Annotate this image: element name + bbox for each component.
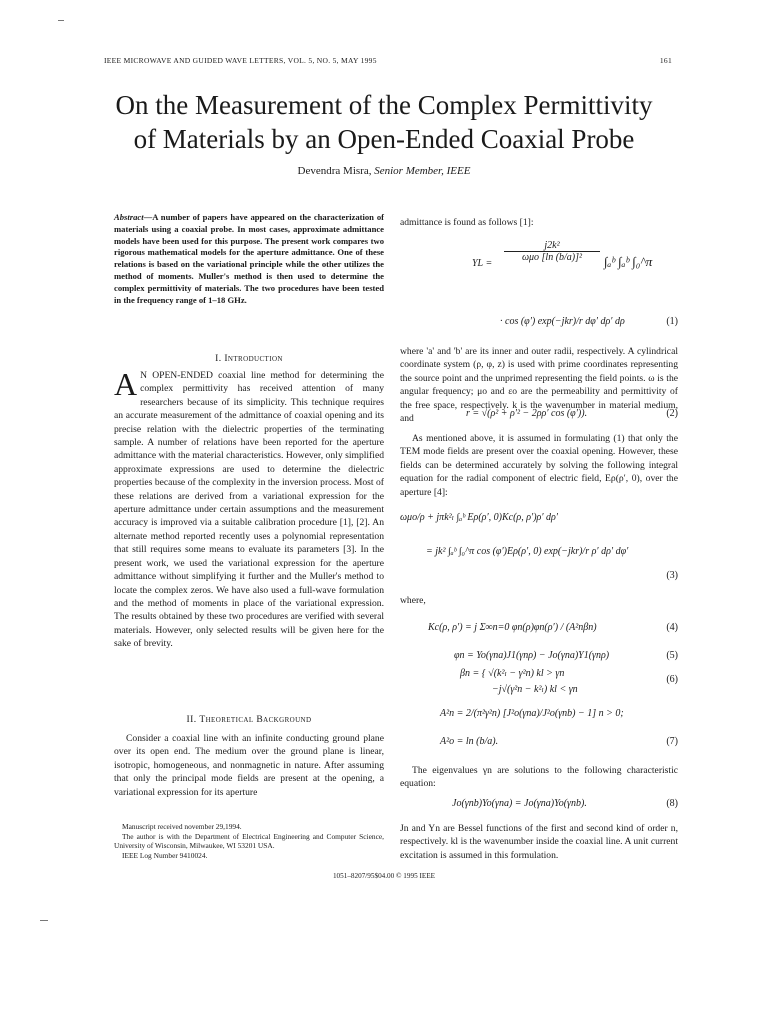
eq1-lhs: YL = bbox=[472, 258, 493, 269]
theory-paragraph: Consider a coaxial line with an infinite conducting ground plane over its open end. The medium over the ground plane is linear, isotropic, homogeneous, and nonmagnetic in nature. After assuming that only the principal mode fields are present at the opening, a variational expression for its aperture bbox=[114, 733, 384, 798]
eq1-line2: · cos (φ′) exp(−jkr)/r dφ′ dρ′ dρ bbox=[500, 316, 625, 327]
section-heading-introduction bbox=[114, 352, 384, 365]
footnote-received: Manuscript received november 29,1994. bbox=[122, 822, 242, 831]
journal-header: IEEE MICROWAVE AND GUIDED WAVE LETTERS, VOL. 5, NO. 5, MAY 1995 bbox=[104, 56, 377, 65]
right-intro-line: admittance is found as follows [1]: bbox=[400, 217, 534, 228]
introduction-paragraph bbox=[114, 366, 384, 651]
eq3-number: (3) bbox=[666, 570, 678, 581]
eq1-denominator: ωμo [ln (b/a)]² bbox=[521, 252, 583, 263]
section-heading-theory bbox=[114, 713, 384, 726]
section-number: I. bbox=[215, 353, 222, 364]
eq4-body: Kc(ρ, ρ′) = j Σ∞n=0 φn(ρ)φn(ρ′) / (A²nβn) bbox=[428, 622, 597, 633]
copyright-footer: 1051–8207/95$04.00 © 1995 IEEE bbox=[332, 872, 436, 880]
eq4-number: (4) bbox=[666, 622, 678, 633]
eq3-line1: ωμo/ρ + jπk²ₗ ∫ₐᵇ Eρ(ρ′, 0)Kc(ρ, ρ′)ρ′ dρ′ bbox=[400, 512, 558, 523]
eq6-number: (6) bbox=[666, 674, 678, 685]
equation-1 bbox=[400, 240, 678, 302]
running-header bbox=[104, 56, 672, 65]
author-line bbox=[0, 165, 768, 177]
section-title: Theoretical Background bbox=[199, 714, 312, 725]
eq1-numerator: j2k² bbox=[504, 240, 600, 252]
scan-mark bbox=[58, 20, 64, 21]
author-role: Senior Member, IEEE bbox=[374, 165, 471, 177]
drop-cap: A bbox=[114, 366, 138, 402]
eq1-integrals: ∫ₐᵇ ∫ₐᵇ ∫₀^π bbox=[604, 254, 653, 269]
intro-first-words: N OPEN-ENDED coaxial line method for determining bbox=[140, 370, 368, 381]
right-paragraph-1: where 'a' and 'b' are its inner and outer radii, respectively. A cylindrical coordinate system (ρ, φ, z) is used with prime coordinates representing the source point and the unprimed representing the field points. ω is the angular frequency; μo and εo are the permeability and permittivity of the free space, respectively. k is the wavenumber in material medium, and bbox=[400, 346, 678, 425]
footnote bbox=[114, 822, 384, 860]
section-number: II. bbox=[186, 714, 197, 725]
eq2-body: r = √(ρ² + ρ′² − 2ρρ′ cos (φ′)). bbox=[466, 408, 588, 419]
abstract-label: Abstract bbox=[114, 212, 144, 222]
abstract-text: —A number of papers have appeared on the characterization of materials using a coaxial probe. In most cases, approximate admittance models have been used for this purpose. The present work compares two rigorous mathematical models for the aperture admittance. One of these relations is based on the variational principle while the other utilizes the method of moments. Muller's method is then used to determine the complex permittivity of materials. The two procedures have been tested in the frequency range of 1–18 GHz. bbox=[114, 212, 384, 305]
right-paragraph-4: The eigenvalues γn are solutions to the following characteristic equation: bbox=[400, 765, 678, 790]
author-name: Devendra Misra, bbox=[297, 165, 372, 177]
right-paragraph-2: As mentioned above, it is assumed in formulating (1) that only the TEM mode fields are present over the coaxial opening. However, these fields can be determined accurately by solving the following integral equation for the radial component of electric field, Eρ(ρ′, 0), over the aperture [4]: bbox=[400, 433, 678, 498]
abstract bbox=[114, 212, 384, 306]
section-title: Introduction bbox=[224, 353, 283, 364]
right-paragraph-5: Jn and Yn are Bessel functions of the first and second kind of order n, respectively. kl is the wavenumber inside the coaxial line. A unit current excitation is assumed in this formulation. bbox=[400, 823, 678, 861]
footnote-affiliation: The author is with the Department of Electrical Engineering and Computer Science, University of Wisconsin, Milwaukee, WI 53201 USA. bbox=[114, 831, 384, 851]
eq3-line2: = jk² ∫ₐᵇ ∫₀^π cos (φ′)Eρ(ρ′, 0) exp(−jkr)/r ρ′ dρ′ dφ′ bbox=[426, 546, 629, 557]
eq8-number: (8) bbox=[666, 798, 678, 809]
intro-text: the complex permittivity has received attention of many researchers because of its simplicity. This technique requires an accurate measurement of the admittance of coaxial opening and its precise relation with the dielectric properties of the terminating sample. A number of relations have been reported for the aperture admittance with the material characteristics. However, only simplified approximate expressions are used to determine the dielectric properties because of the complexity in the inversion process. Most of these relations are derived from a variational expression for the aperture admittance under certain assumptions and the measurement accuracy is improved via a suitable calibration procedure [1], [2]. An alternate method reported recently uses a polynomial representation that still requires some means to evaluate its parameters [3]. In the present work, we used the variational expression for the aperture admittance without simplifying it further and the Muller's method to locate the complex zeros. We have also used a full-wave formulation and the method of moments in place of the variational expression. The results obtained by these two procedures are verified with several materials. However, only selected results will be given here for the sake of brevity. bbox=[114, 370, 384, 650]
eq7-line-a: A²n = 2/(π²γ²n) [J²o(γna)/J²o(γnb) − 1] n > 0; bbox=[440, 708, 624, 719]
title-line-2: of Materials by an Open-Ended Coaxial Probe bbox=[133, 124, 635, 154]
page-number: 161 bbox=[659, 56, 672, 65]
eq7-number: (7) bbox=[666, 736, 678, 747]
footnote-log: IEEE Log Number 9410024. bbox=[122, 850, 208, 860]
eq1-number: (1) bbox=[666, 316, 678, 327]
eq8-body: Jo(γnb)Yo(γna) = Jo(γna)Yo(γnb). bbox=[452, 798, 587, 809]
title-line-1: On the Measurement of the Complex Permittivity bbox=[115, 90, 653, 120]
eq7-line-b: A²o = ln (b/a). bbox=[440, 736, 499, 747]
paper-title bbox=[60, 88, 708, 156]
eq2-number: (2) bbox=[666, 408, 678, 419]
eq5-body: φn = Yo(γna)J1(γnρ) − Jo(γna)Y1(γnρ) bbox=[454, 650, 610, 661]
eq6-line-b: −j√(γ²n − k²ₗ) kl < γn bbox=[492, 684, 578, 695]
eq5-number: (5) bbox=[666, 650, 678, 661]
eq1-fraction bbox=[504, 240, 600, 263]
right-where: where, bbox=[400, 595, 426, 606]
eq6-line-a: βn = { √(k²ₗ − γ²n) kl > γn bbox=[460, 668, 565, 679]
scan-mark bbox=[40, 920, 48, 921]
